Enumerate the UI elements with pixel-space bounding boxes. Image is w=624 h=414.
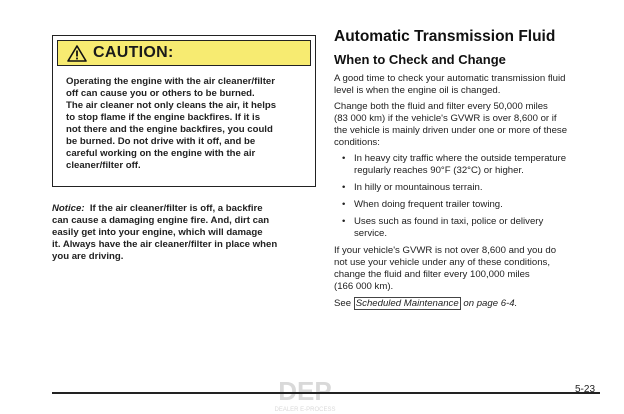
dealer-watermark-logo xyxy=(250,376,360,414)
gvwr-paragraph xyxy=(334,245,599,293)
see-reference xyxy=(334,298,599,310)
caution-line: not there and the engine backfires, you could xyxy=(66,124,273,135)
notice-text: If the air cleaner/filter is off, a backfire xyxy=(89,203,263,214)
text-line: service. xyxy=(354,228,388,239)
text-line: level is when the engine oil is changed. xyxy=(334,85,501,96)
see-prefix: See xyxy=(334,298,352,309)
caution-line: Operating the engine with the air cleaner/filter xyxy=(66,76,275,87)
caution-text xyxy=(66,76,311,172)
see-suffix: on page 6-4. xyxy=(463,298,518,309)
warning-triangle-icon xyxy=(67,45,87,62)
notice-line xyxy=(52,203,314,215)
caution-line: off can cause you or others to be burned. xyxy=(66,88,255,99)
notice-line: it. Always have the air cleaner/filter in place when xyxy=(52,239,278,250)
transmission-fluid-section xyxy=(334,27,599,310)
list-item xyxy=(334,153,599,177)
section-subtitle: When to Check and Change xyxy=(334,52,506,67)
caution-title: CAUTION: xyxy=(93,44,174,61)
text-line: not use your vehicle under any of these conditions, xyxy=(334,257,550,268)
caution-header xyxy=(57,40,311,66)
text-line: If your vehicle's GVWR is not over 8,600 and you do xyxy=(334,245,557,256)
caution-line: be burned. Do not drive with it off, and be xyxy=(66,136,256,147)
text-line: Uses such as found in taxi, police or delivery xyxy=(354,216,544,227)
caution-line: to stop flame if the engine backfires. If it is xyxy=(66,112,261,123)
bullet-icon: • xyxy=(342,216,346,227)
notice-paragraph xyxy=(52,203,314,263)
svg-text:DEP: DEP xyxy=(278,376,332,406)
text-line: When doing frequent trailer towing. xyxy=(354,199,503,210)
notice-line: you are driving. xyxy=(52,251,124,262)
scheduled-maintenance-link[interactable]: Scheduled Maintenance xyxy=(355,298,459,309)
text-line: (83 000 km) if the vehicle's GVWR is over 8,600 or if xyxy=(334,113,557,124)
page-number: 5-23 xyxy=(575,384,596,395)
footer-rule xyxy=(52,392,600,394)
text-line: the vehicle is mainly driven under one or more of these xyxy=(334,125,568,136)
text-line: (166 000 km). xyxy=(334,281,394,292)
bullet-icon: • xyxy=(342,153,346,164)
conditions-list xyxy=(334,153,599,240)
bullet-icon: • xyxy=(342,182,346,193)
notice-line: can cause a damaging engine fire. And, dirt can xyxy=(52,215,270,226)
caution-line: The air cleaner not only cleans the air, it helps xyxy=(66,100,277,111)
text-line: In heavy city traffic where the outside temperature xyxy=(354,153,567,164)
caution-box xyxy=(52,35,316,187)
caution-line: cleaner/filter off. xyxy=(66,160,141,171)
list-item xyxy=(334,182,599,194)
notice-label: Notice: xyxy=(52,203,85,214)
list-item xyxy=(334,199,599,211)
notice-line: easily get into your engine, which will damage xyxy=(52,227,263,238)
text-line: Change both the fluid and filter every 50,000 miles xyxy=(334,101,548,112)
svg-text:DEALER E-PROCESS: DEALER E-PROCESS xyxy=(274,407,336,413)
caution-line: careful working on the engine with the air xyxy=(66,148,256,159)
change-paragraph xyxy=(334,101,599,149)
text-line: A good time to check your automatic transmission fluid xyxy=(334,73,566,84)
check-paragraph xyxy=(334,73,599,97)
text-line: conditions: xyxy=(334,137,380,148)
text-line: In hilly or mountainous terrain. xyxy=(354,182,483,193)
text-line: change the fluid and filter every 100,000 miles xyxy=(334,269,530,280)
list-item xyxy=(334,216,599,240)
text-line: regularly reaches 90°F (32°C) or higher. xyxy=(354,165,524,176)
bullet-icon: • xyxy=(342,199,346,210)
section-title: Automatic Transmission Fluid xyxy=(334,28,556,45)
